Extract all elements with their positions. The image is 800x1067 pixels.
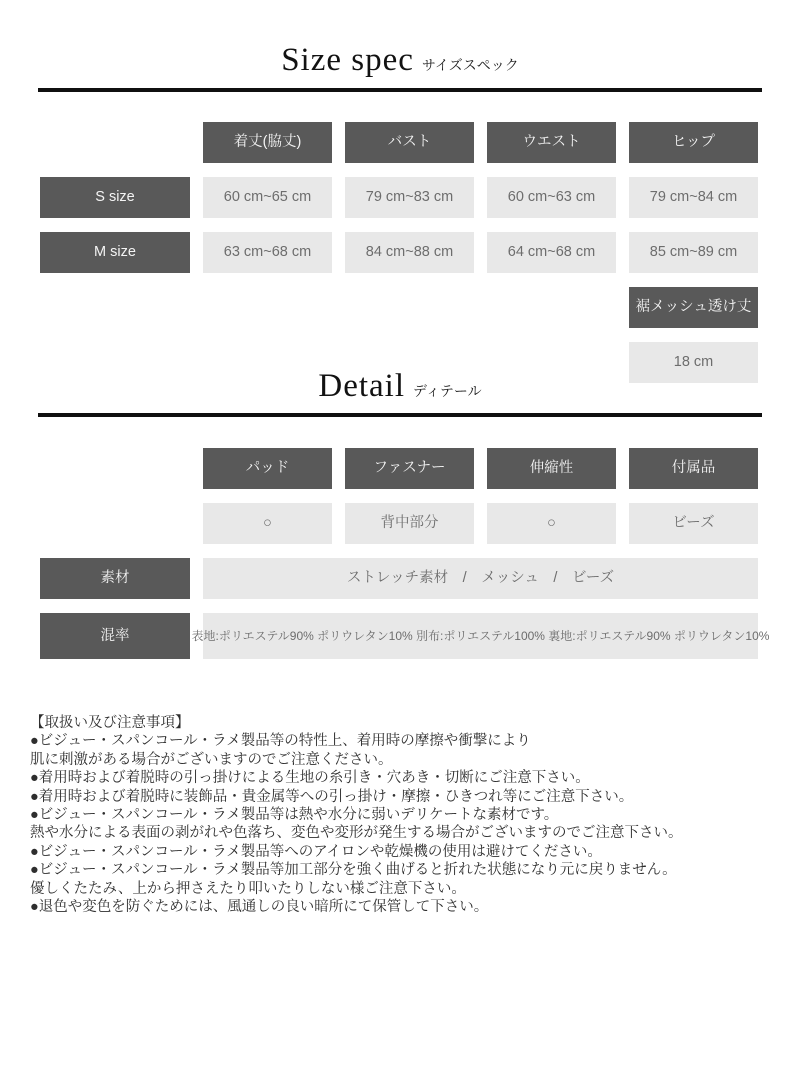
fastener-value: 背中部分 (345, 503, 474, 544)
row-header-s-size: S size (40, 177, 190, 218)
size-spec-divider (38, 88, 762, 92)
size-spec-title-en: Size spec (281, 42, 414, 78)
s-size-hip: 79 cm~84 cm (629, 177, 758, 218)
column-header-bust: バスト (345, 122, 474, 163)
detail-title-ja: ディテール (413, 383, 482, 399)
detail-table (40, 448, 770, 659)
care-notes (30, 714, 778, 916)
care-note-line: ●着用時および着脱時の引っ掛けによる生地の糸引き・穴あき・切断にご注意下さい。 (30, 770, 590, 787)
row-header-blend: 混率 (40, 613, 190, 659)
column-header-waist: ウエスト (487, 122, 616, 163)
m-size-length: 63 cm~68 cm (203, 232, 332, 273)
column-header-accessory: 付属品 (629, 448, 758, 489)
care-note-line: ●退色や変色を防ぐためには、風通しの良い暗所にて保管して下さい。 (30, 899, 489, 916)
empty-cell (40, 503, 190, 544)
hem-mesh-length-value: 18 cm (629, 342, 758, 383)
care-note-line: ●ビジュー・スパンコール・ラメ製品等の特性上、着用時の摩擦や衝撃により (30, 733, 531, 750)
care-note-line: ●ビジュー・スパンコール・ラメ製品等は熱や水分に弱いデリケートな素材です。 (30, 807, 559, 824)
detail-heading (0, 368, 800, 405)
care-notes-heading: 【取扱い及び注意事項】 (30, 715, 190, 731)
size-spec-title-ja: サイズスペック (421, 57, 519, 73)
material-value: ストレッチ素材 / メッシュ / ビーズ (203, 558, 758, 599)
row-header-m-size: M size (40, 232, 190, 273)
accessory-value: ビーズ (629, 503, 758, 544)
detail-divider (38, 413, 762, 417)
care-note-line: 熱や水分による表面の剥がれや色落ち、変色や変形が発生する場合がございますのでご注意下さい。 (30, 825, 683, 842)
s-size-waist: 60 cm~63 cm (487, 177, 616, 218)
care-note-line: 肌に刺激がある場合がございますのでご注意ください。 (30, 751, 393, 768)
care-note-line: ●ビジュー・スパンコール・ラメ製品等加工部分を強く曲げると折れた状態になり元に戻りません。 (30, 862, 677, 879)
column-header-fastener: ファスナー (345, 448, 474, 489)
column-header-pad: パッド (203, 448, 332, 489)
row-header-material: 素材 (40, 558, 190, 599)
m-size-hip: 85 cm~89 cm (629, 232, 758, 273)
size-spec-heading (0, 42, 800, 79)
m-size-bust: 84 cm~88 cm (345, 232, 474, 273)
empty-corner-cell (40, 448, 190, 489)
s-size-length: 60 cm~65 cm (203, 177, 332, 218)
care-note-line: 優しくたたみ、上から押さえたり叩いたりしない様ご注意下さい。 (30, 880, 466, 897)
stretch-value: ○ (487, 503, 616, 544)
care-note-line: ●ビジュー・スパンコール・ラメ製品等へのアイロンや乾燥機の使用は避けてください。 (30, 843, 602, 860)
s-size-bust: 79 cm~83 cm (345, 177, 474, 218)
m-size-waist: 64 cm~68 cm (487, 232, 616, 273)
column-header-length: 着丈(脇丈) (203, 122, 332, 163)
hem-mesh-length-header: 裾メッシュ透け丈 (629, 287, 758, 328)
column-header-stretch: 伸縮性 (487, 448, 616, 489)
empty-corner-cell (40, 122, 190, 163)
blend-value: 表地:ポリエステル90% ポリウレタン10% 別布:ポリエステル100% 裏地:ポリエステル90% ポリウレタン10% (203, 613, 758, 659)
size-spec-table (40, 122, 758, 383)
detail-title-en: Detail (318, 368, 406, 404)
pad-value: ○ (203, 503, 332, 544)
column-header-hip: ヒップ (629, 122, 758, 163)
care-note-line: ●着用時および着脱時に装飾品・貴金属等への引っ掛け・摩擦・ひきつれ等にご注意下さい。 (30, 788, 634, 805)
